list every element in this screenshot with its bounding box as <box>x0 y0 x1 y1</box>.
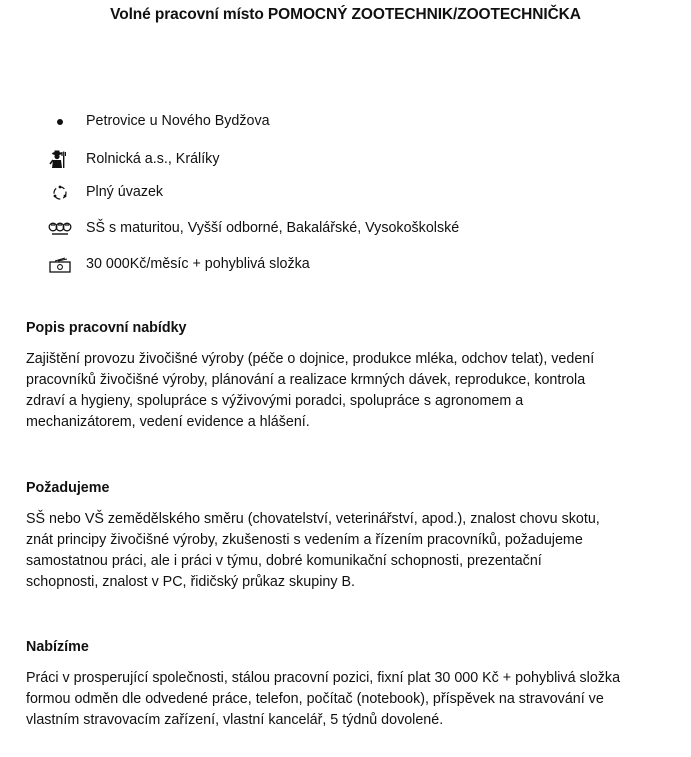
body-line: Zajištění provozu živočišné výroby (péče o dojnice, produkce mléka, odchov telat), vedení <box>26 351 595 367</box>
section-body <box>26 668 666 731</box>
bullet-icon <box>48 112 72 132</box>
clock-icon <box>48 183 72 203</box>
section-body <box>26 349 666 433</box>
fact-workload-text: Plný úvazek <box>86 184 164 200</box>
fact-education <box>48 219 668 239</box>
job-facts <box>48 112 668 275</box>
fact-salary-text: 30 000Kč/měsíc + pohyblivá složka <box>86 256 310 272</box>
fact-workload <box>48 183 668 203</box>
page-title: Volné pracovní místo POMOCNÝ ZOOTECHNIK/ZOOTECHNIČKA <box>110 6 581 23</box>
section-job-description <box>26 318 666 433</box>
section-offer <box>26 637 666 731</box>
body-line: vlastním stravovacím zařízení, vlastní kancelář, 5 týdnů dovolené. <box>26 712 444 728</box>
section-body <box>26 509 666 593</box>
education-icon <box>48 219 72 239</box>
body-line: formou odměn dle odvedené práce, telefon, počítač (notebook), příspěvek na stravování ve <box>26 691 604 707</box>
employer-icon <box>48 150 72 170</box>
fact-location <box>48 112 668 132</box>
money-icon <box>48 255 72 275</box>
section-requirements <box>26 478 666 593</box>
body-line: Práci v prosperující společnosti, stálou pracovní pozici, fixní plat 30 000 Kč + pohyblivá složka <box>26 670 621 686</box>
body-line: zdraví a hygieny, spolupráce s výživovými poradci, spolupráce s agronomem a <box>26 393 524 409</box>
fact-employer-text: Rolnická a.s., Králíky <box>86 151 220 167</box>
body-line: SŠ nebo VŠ zemědělského směru (chovatelství, veterinářství, apod.), znalost chovu skotu, <box>26 511 600 527</box>
section-heading: Popis pracovní nabídky <box>26 320 187 336</box>
body-line: znát principy živočišné výroby, zkušenosti s vedením a řízením pracovníků, požadujeme <box>26 532 583 548</box>
body-line: pracovníků živočišné výroby, plánování a realizace krmných dávek, reprodukce, kontrola <box>26 372 586 388</box>
fact-salary <box>48 255 668 275</box>
section-heading: Nabízíme <box>26 639 89 655</box>
fact-location-text: Petrovice u Nového Bydžova <box>86 113 270 129</box>
fact-education-text: SŠ s maturitou, Vyšší odborné, Bakalářské, Vysokoškolské <box>86 220 460 236</box>
body-line: schopnosti, znalost v PC, řidičský průkaz skupiny B. <box>26 574 355 590</box>
body-line: mechanizátorem, vedení evidence a hlášení. <box>26 414 310 430</box>
section-heading: Požadujeme <box>26 480 110 496</box>
fact-employer <box>48 150 668 170</box>
body-line: samostatnou práci, ale i práci v týmu, dobré komunikační schopnosti, prezentační <box>26 553 542 569</box>
